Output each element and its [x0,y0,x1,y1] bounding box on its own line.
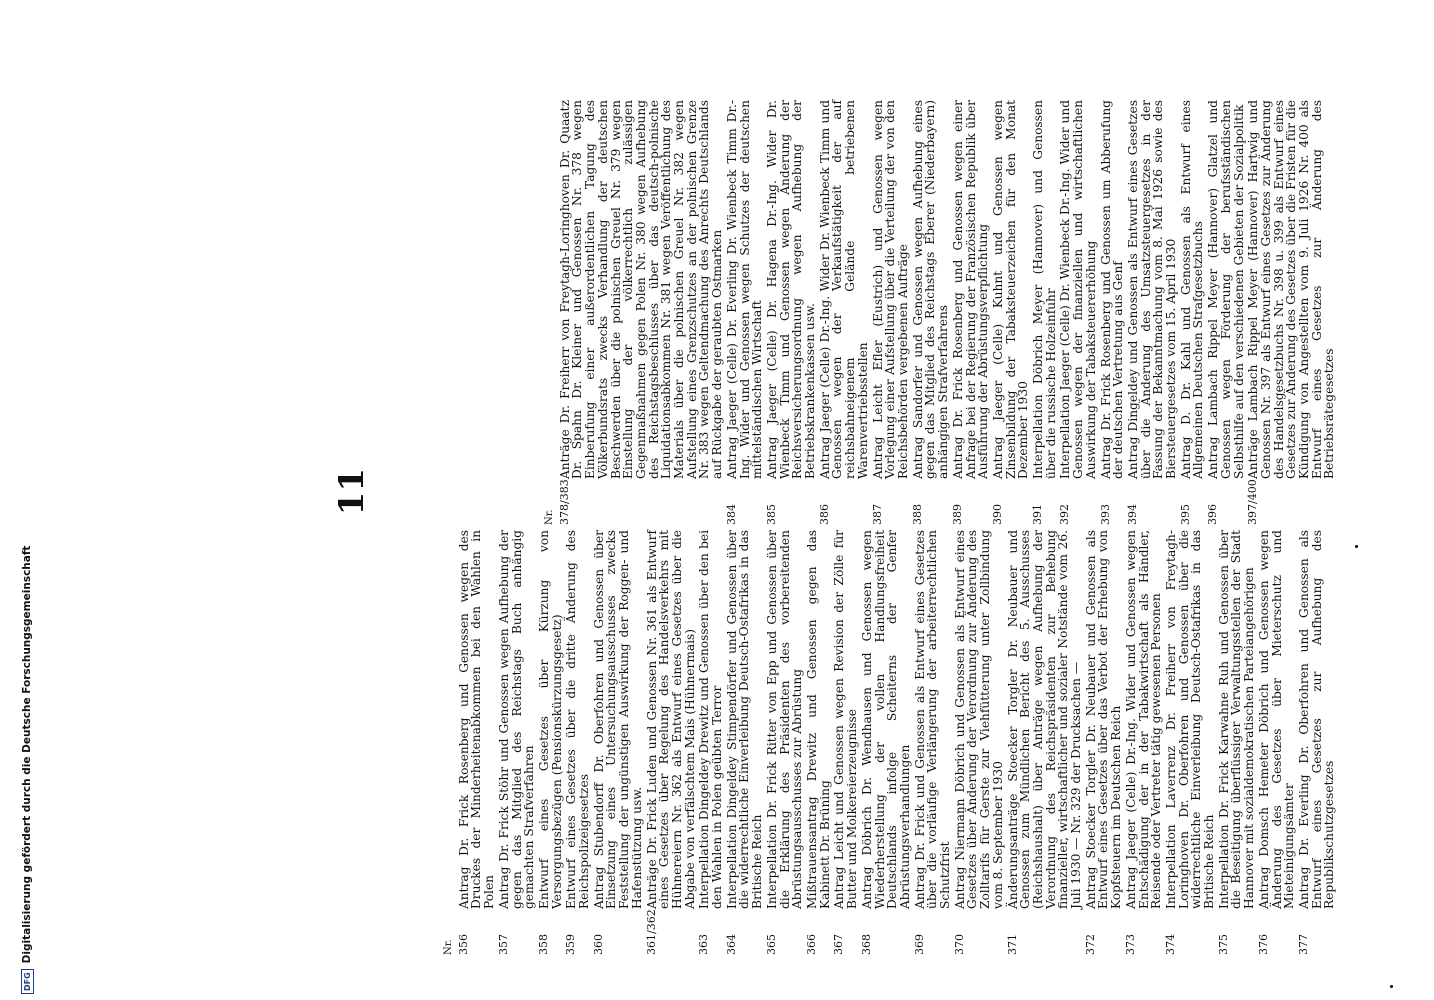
entry-number: 385 [764,504,778,525]
list-item [1085,530,1123,955]
entry-number: 371 [1005,934,1019,955]
list-item [871,100,909,525]
list-item [498,530,536,955]
entry-number: 361/362 [644,909,658,955]
list-item [458,530,496,955]
footer-text: Digitalisierung gefördert durch die Deutsche Forschungsgemeinschaft [21,545,33,964]
list-item [559,100,724,525]
entry-text: Antrag Dr. Frick Rosenberg und Genossen um Abberufung der deutschen Vertretung aus Genf [1098,100,1126,479]
entry-number: 392 [1058,504,1072,525]
entry-number: 386 [817,504,831,525]
list-item [1099,100,1124,525]
entry-text: Antrag Jaeger (Celle) Dr. Hagena Dr.-Ing. Wider Dr. Wienbeck Timm und Genossen wegen Änderung der Reichsversicherungsordnung wegen Aufhebung der Betriebskrankenkassen usw. [764,100,817,479]
list-item [593,530,644,955]
entry-number: 397/400 [1246,479,1260,525]
entry-text: Antrag Jaeger (Celle) Kuhnt und Genossen wegen Zinsenbildung der Tabaksteuerzeichen für den Monat Dezember 1930 [990,100,1031,479]
column-header-nr: Nr. [442,939,454,955]
list-item [912,100,950,525]
right-entry-list [559,100,1336,525]
entry-text: Antrag Döbrich Dr. Wendhausen und Genossen wegen Wiederherstellung der vollen Handlungsfreiheit Deutschlands infolge Scheiterns der Genfer Abrüstungsverhandlungen [859,530,912,909]
entry-number: 396 [1205,504,1219,525]
entry-number: 359 [564,934,578,955]
entry-number: 365 [764,934,778,955]
list-item [952,100,990,525]
column-header-nr: Nr. [543,509,555,525]
entry-number: 377 [1296,934,1310,955]
entry-number: 363 [697,934,711,955]
entry-number: 356 [456,934,470,955]
entry-text: Antrag Stoecker Torgler Dr. Neubauer und Genossen als Entwurf eines Gesetzes über das Verbot der Erhebung von Kopfsteuern im Deutschen Reich [1083,530,1124,909]
entry-number: 358 [536,934,550,955]
list-item [1006,530,1082,955]
entry-text: Antrag Leicht Efler (Eustrich) und Genossen wegen Vorlegung einer Aufstellung über die Verteilung der von den Reichsbehörden vergebenen Aufträge [870,100,910,479]
list-item [819,100,870,525]
list-item [861,530,912,955]
list-item [766,530,804,955]
entry-number: 376 [1256,934,1270,955]
entry-number: 364 [724,934,738,955]
entry-number: 375 [1216,934,1230,955]
entry-number: 367 [832,934,846,955]
list-item [698,530,723,955]
list-item [806,530,831,955]
entry-text: Änderungsanträge Stoecker Torgler Dr. Neubauer und Genossen zum Mündlichen Bericht des 5. Ausschusses (Reichshaushalt) über Anträge wegen Aufhebung der Verordnung des Reichspräsidenten zur Behebung finanzieller, wirtschaftlicher und sozialer Notstände vom 26. Juli 1930 — Nr. 329 der Drucksachen — [1005,530,1083,909]
entry-number: 373 [1123,934,1137,955]
right-column [544,100,1338,525]
entry-text: Interpellation Laverrenz Dr. Freiherr von Freytagh-Loringhoven Dr. Oberfohren und Genossen über die widerrechtliche Einverleibung Deutsch-Ostafrikas in das Britische Reich [1163,530,1216,909]
entry-text: Antrag Dingeldey und Genossen als Entwurf eines Gesetzes über die Änderung des Umsatzsteuergesetzes in der Fassung der Bekanntmachung vom 8. Mai 1926 sowie des Biersteuergesetzes vom 15. April 1930 [1125,100,1178,479]
entry-text: Antrag Dr. Frick Rosenberg und Genossen wegen einer Anfrage bei der Regierung der Französischen Republik über Ausführung der Abrüstungsverpflichtung [950,100,991,479]
list-item [1127,100,1178,525]
entry-text: Antrag Stubendorff Dr. Oberfohren und Genossen über Einsetzung eines Untersuchungsausschusses zwecks Feststellung der ungünstigen Auswirkung der Roggen- und Hafenstützung usw. [591,530,644,909]
entry-number: 369 [912,934,926,955]
list-item [1165,530,1216,955]
list-item [538,530,563,955]
entry-number: 393 [1098,504,1112,525]
entry-text: Antrag Dr. Frick Stöhr und Genossen wegen Aufhebung der gegen das Mitglied des Reichstags Buch anhängig gemachten Strafverfahren [496,530,537,909]
entry-text: Antrag Leicht und Genossen wegen Revision der Zölle für Butter und Molkereierzeugnisse [832,530,859,909]
list-item [992,100,1030,525]
entry-number: 378/383 [557,479,571,525]
entry-text: Anträge Dr. Frick Luden und Genossen Nr. 361 als Entwurf eines Gesetzes über Regelung des Handelsverkehrs mit Hühnereiern Nr. 362 als Entwurf eines Gesetzes über die Abgabe von verfälschtem Mais (Hühnermais) [644,530,697,909]
entry-text: Antrag Sandorfer und Genossen wegen Aufhebung eines gegen das Mitglied des Reichstags Eberer (Niederbayern) anhängigen Strafverfahrens [910,100,950,479]
list-item [954,530,1005,955]
entry-text: Interpellation Dingeldey Drewitz und Genossen über den bei den Wahlen in Polen geübten Terror [697,530,724,909]
list-item [766,100,817,525]
page-number: 11 [332,468,372,516]
entry-text: Antrag Domsch Hemeter Döbrich und Genossen wegen Änderung des Gesetzes über Mieterschutz und Mieteinigungsämter [1256,530,1297,909]
entry-number: 388 [910,504,924,525]
dfg-logo: DFG [21,969,34,994]
list-item [726,530,764,955]
entry-text: Antrag Jaeger (Celle) Dr.-Ing. Wider Dr. Wienbeck Timm und Genossen wegen der Verkaufstätigkeit der auf reichsbahneigenem Gelände betriebenen Warenvertriebsstellen [817,100,870,479]
list-item [1059,100,1097,525]
entry-number: 370 [952,934,966,955]
entry-number: 357 [496,934,510,955]
entry-text: Interpellation Dingeldey Stimpendörfer und Genossen über die widerrechtliche Einverleibung Deutsch-Ostafrikas in das Britische Reich [724,530,765,909]
digitization-footer [18,0,36,1000]
entry-text: Interpellation Dr. Frick Ritter von Epp und Genossen über die Erklärung des Präsidenten des vorbereitenden Abrüstungsausschusses zur Abrüstung [764,530,805,909]
entry-text: Interpellation Jaeger (Celle) Dr. Wienbeck Dr.-Ing. Wider und Genossen wegen der finanziellen und wirtschaftlichen Auswirkung der Tabaksteuererhöhung [1058,100,1098,479]
entry-number: 372 [1083,934,1097,955]
speck-mark [1355,545,1358,548]
left-entry-list [458,530,1336,955]
entry-number: 374 [1163,934,1177,955]
entry-number: 360 [591,934,605,955]
entry-text: Entwurf eines Gesetzes über die dritte Änderung des Reichspolizeigesetzes [564,530,591,909]
entry-text: Entwurf eines Gesetzes über Kürzung von Versorgungsbezügen (Pensionskürzungsgesetz) [536,530,564,909]
entry-text: Mißtrauensantrag Drewitz und Genossen gegen das Kabinett Dr. Brüning [804,530,832,909]
entry-number: 368 [859,934,873,955]
entry-text: Antrag Dr. Everling Dr. Oberfohren und Genossen als Entwurf eines Gesetzes zur Aufhebung des Republikschutzgesetzes [1296,530,1337,909]
entry-number: 389 [950,504,964,525]
list-item [726,100,764,525]
entry-text: Antrag D. Dr. Kahl und Genossen als Entwurf eines Allgemeinen Deutschen Strafgesetzbuchs [1178,100,1206,479]
list-item [1180,100,1205,525]
entry-number: 391 [1030,504,1044,525]
list-item [1298,530,1336,955]
entry-text: Antrag Jaeger (Celle) Dr. Everling Dr. Wienbeck Timm Dr.-Ing. Wider und Genossen wegen Schutzes der deutschen mittelständischen Wirtschaft [724,100,765,479]
list-item [1207,100,1245,525]
entry-text: Antrag Niermann Döbrich und Genossen als Entwurf eines Gesetzes über Änderung der Verordnung zur Änderung des Zolltarifs für Gerste zur Viehfütterung unter Zollbindung vom 8. September 1930 [952,530,1005,909]
list-item [1258,530,1296,955]
entry-text: Anträge Dr. Freiherr von Freytagh-Loringhoven Dr. Quaatz Dr. Spahn Dr. Kleiner und Genossen Nr. 378 wegen Einberufung einer außerordentlichen Tagung des Völkerbundsrats zwecks Verhandlung der deutschen Beschwerden über die polnischen Greuel Nr. 379 wegen Einstellung der völkerrechtlich zulässigen Gegenmaßnahmen gegen Polen Nr. 380 wegen Aufhebung des Reichstagsbeschlusses über das deutsch-polnische Liquidationsabkommen Nr. 381 wegen Veröffentlichung des Materials über die polnischen Greuel Nr. 382 wegen Aufstellung eines Grenzschutzes an der polnischen Grenze Nr. 383 wegen Geltendmachung des Anrechts Deutschlands auf Rückgabe der geraubten Ostmarken [557,100,724,479]
entry-text: Interpellation Döbrich Meyer (Hannover) und Genossen über die russische Holzeinfuhr [1030,100,1058,479]
entry-number: 387 [870,504,884,525]
list-item [1218,530,1256,955]
list-item [1125,530,1163,955]
entry-text: Antrag Lambach Rippel Meyer (Hannover) Glatzel und Genossen wegen Förderung der berufsständischen Selbsthilfe auf den verschiedenen Gebieten der Sozialpolitik [1205,100,1246,479]
entry-number: 366 [804,934,818,955]
list-item [1032,100,1057,525]
entry-text: Antrag Dr. Frick und Genossen als Entwurf eines Gesetzes über die vorläufige Verlängerung der arbeiterrechtlichen Schutzfrist [912,530,952,909]
entry-number: 390 [990,504,1004,525]
entry-number: 384 [724,504,738,525]
entry-text: Anträge Lambach Rippel Meyer (Hannover) Hartwig und Genossen Nr. 397 als Entwurf eines Gesetzes zur Änderung des Handelsgesetzbuchs Nr. 398 u. 399 als Entwurf eines Gesetzes zur Änderung des Gesetzes über die Fristen für die Kündigung von Angestellten vom 9. Juli 1926 Nr. 400 als Entwurf eines Gesetzes zur Änderung des Betriebsrätegesetzes [1246,100,1337,479]
list-item [914,530,952,955]
list-item [645,530,696,955]
entry-text: Interpellation Dr. Frick Karwahne Ruh und Genossen über die Beseitigung überflüssiger Verwaltungsstellen der Stadt Hannover mit sozialdemokratischen Parteiangehörigen [1216,530,1257,909]
entry-number: 394 [1125,504,1139,525]
entry-text: Antrag Dr. Frick Rosenberg und Genossen wegen des Druckes der Minderheitenabkommen bei den Wahlen in Polen [456,530,496,909]
list-item [565,530,590,955]
left-column [443,530,1338,955]
list-item [833,530,858,955]
speck-mark [1390,985,1393,988]
entry-text: Antrag Jaeger (Celle) Dr.-Ing. Wider und Genossen wegen Entschädigung der in der Tabakwirtschaft als Händler, Reisende oder Vertreter tätig gewesenen Personen [1123,530,1164,909]
entry-number: 395 [1178,504,1192,525]
list-item [1247,100,1336,525]
